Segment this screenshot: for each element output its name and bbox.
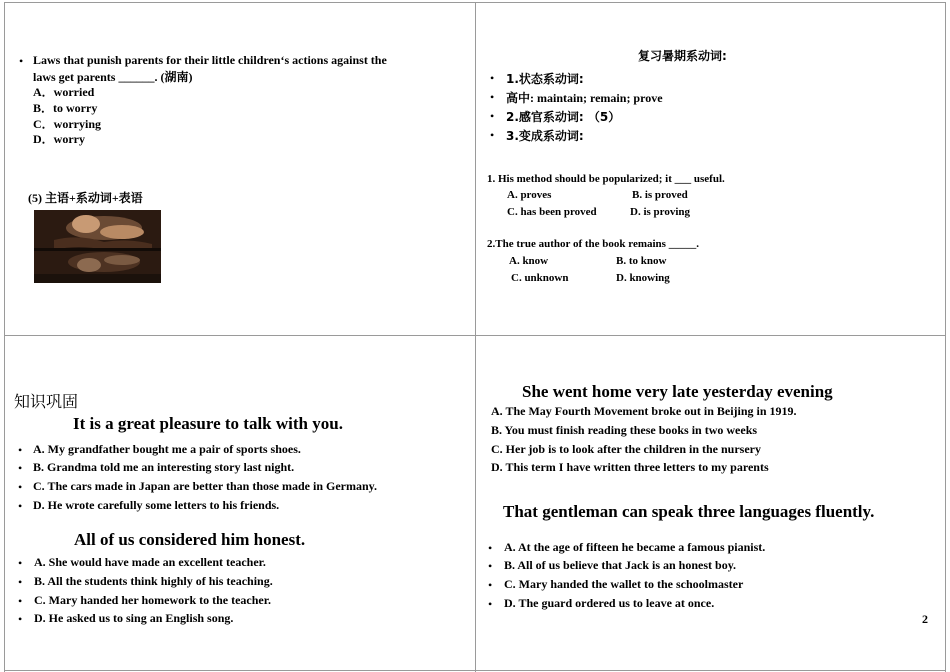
bullet: • — [490, 90, 495, 104]
bullet: • — [18, 556, 23, 570]
bullet: • — [18, 575, 23, 589]
rb-sentence-2: That gentleman can speak three languages fluently. — [503, 502, 875, 521]
consolidate-option-2b: B. All the students think highly of his teaching. — [34, 574, 273, 588]
right-border — [945, 2, 946, 672]
bullet: • — [19, 54, 24, 68]
rb-option-2a: A. At the age of fifteen he became a famous pianist. — [504, 540, 766, 554]
painting-image — [34, 210, 161, 283]
bullet: • — [488, 578, 493, 592]
consolidate-heading: 知识巩固 — [14, 392, 79, 411]
q1-stem-line2: laws get parents ______. (湖南) — [33, 70, 193, 84]
section5-label: (5) 主语+系动词+表语 — [28, 191, 143, 205]
review-item-2: 高中: maintain; remain; prove — [506, 91, 663, 105]
bullet: • — [490, 128, 495, 142]
page-number: 2 — [922, 612, 928, 626]
consolidate-option-2a: A. She would have made an excellent teacher. — [34, 555, 266, 569]
bullet: • — [18, 499, 23, 513]
bullet: • — [488, 597, 493, 611]
ex2-option-a: A. know — [509, 255, 549, 267]
q1-option-b: B．to worry — [33, 101, 98, 115]
rb-option-2c: C. Mary handed the wallet to the schoolmaster — [504, 577, 744, 591]
bullet: • — [18, 461, 23, 475]
rb-option-2d: D. The guard ordered us to leave at once. — [504, 596, 715, 610]
bullet: • — [490, 109, 495, 123]
ex2-option-b: B. to know — [616, 255, 667, 267]
consolidate-option-2c: C. Mary handed her homework to the teacher. — [34, 593, 271, 607]
consolidate-option-2d: D. He asked us to sing an English song. — [34, 611, 234, 625]
ex2-question: 2.The true author of the book remains _____. — [487, 238, 699, 250]
ex1-option-b: B. is proved — [632, 189, 688, 201]
rb-sentence-1: She went home very late yesterday evening — [522, 382, 833, 401]
bullet: • — [18, 443, 23, 457]
bullet: • — [18, 594, 23, 608]
bullet: • — [488, 541, 493, 555]
review-item-3: 2.感官系动词: （5） — [506, 110, 621, 124]
consolidate-option-1a: A. My grandfather bought me a pair of sports shoes. — [33, 442, 301, 456]
review-item-4: 3.变成系动词: — [506, 129, 584, 143]
bullet: • — [18, 612, 23, 626]
ex1-question: 1. His method should be popularized; it ___ useful. — [487, 173, 725, 185]
rb-option-1d: D. This term I have written three letters to my parents — [491, 460, 769, 474]
ex2-option-d: D. knowing — [616, 272, 670, 284]
review-title: 复习暑期系动词: — [638, 49, 727, 63]
consolidate-sentence-1: It is a great pleasure to talk with you. — [73, 414, 343, 433]
consolidate-option-1c: C. The cars made in Japan are better than those made in Germany. — [33, 479, 377, 493]
ex2-option-c: C. unknown — [511, 272, 569, 284]
bullet: • — [18, 480, 23, 494]
rb-option-1a: A. The May Fourth Movement broke out in Beijing in 1919. — [491, 404, 797, 418]
ex1-option-d: D. is proving — [630, 206, 691, 218]
rb-option-1c: C. Her job is to look after the children in the nursery — [491, 442, 761, 456]
consolidate-option-1b: B. Grandma told me an interesting story last night. — [33, 460, 295, 474]
left-border — [4, 2, 5, 672]
q1-option-c: C．worrying — [33, 117, 101, 131]
bullet: • — [488, 559, 493, 573]
rb-option-2b: B. All of us believe that Jack is an honest boy. — [504, 558, 737, 572]
ex1-option-c: C. has been proved — [507, 206, 597, 218]
narcissus-painting-illustration — [34, 210, 161, 283]
bullet: • — [490, 71, 495, 85]
rb-option-1b: B. You must finish reading these books in two weeks — [491, 423, 758, 437]
review-item-1: 1.状态系动词: — [506, 72, 584, 86]
q1-option-a: A．worried — [33, 85, 95, 99]
q1-option-d: D．worry — [33, 132, 85, 146]
q1-stem-line1: Laws that punish parents for their little children‘s actions against the — [33, 53, 387, 67]
consolidate-option-1d: D. He wrote carefully some letters to his friends. — [33, 498, 280, 512]
consolidate-sentence-2: All of us considered him honest. — [74, 530, 306, 549]
center-divider — [475, 2, 476, 672]
ex1-option-a: A. proves — [507, 189, 552, 201]
